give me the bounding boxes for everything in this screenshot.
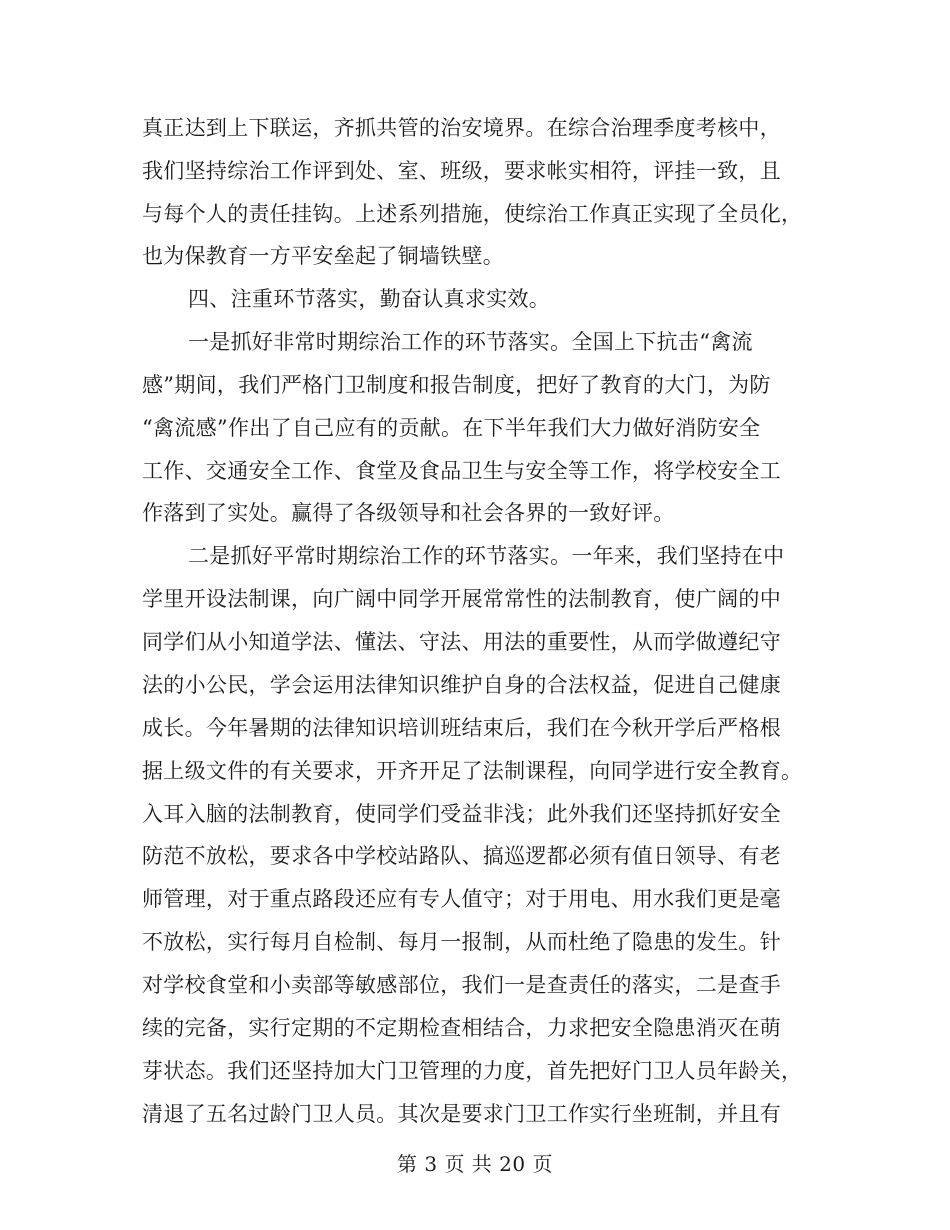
text-line: 成长。今年暑期的法律知识培训班结束后，我们在今秋开学后严格根 bbox=[142, 716, 781, 740]
text-line: 法的小公民，学会运用法律知识维护自身的合法权益，促进自己健康 bbox=[142, 673, 781, 697]
text-line: 师管理，对于重点路段还应有专人值守；对于用电、用水我们更是毫 bbox=[142, 887, 781, 911]
text-line: 二是抓好平常时期综治工作的环节落实。一年来，我们坚持在中 bbox=[188, 544, 785, 568]
text-line: 一是抓好非常时期综治工作的环节落实。全国上下抗击“禽流 bbox=[188, 330, 753, 354]
text-line: 对学校食堂和小卖部等敏感部位，我们一是查责任的落实，二是查手 bbox=[142, 973, 781, 997]
text-line: 我们坚持综治工作评到处、室、班级，要求帐实相符，评挂一致，且 bbox=[142, 159, 781, 183]
text-line: 感”期间，我们严格门卫制度和报告制度，把好了教育的大门，为防 bbox=[142, 373, 771, 397]
text-line: 也为保教育一方平安垒起了铜墙铁壁。 bbox=[142, 244, 505, 268]
text-line: 芽状态。我们还坚持加大门卫管理的力度，首先把好门卫人员年龄关， bbox=[142, 1059, 803, 1083]
page-number-footer: 第 3 页 共 20 页 bbox=[397, 1152, 553, 1176]
text-line: 防范不放松，要求各中学校站路队、搞巡逻都必须有值日领导、有老 bbox=[142, 844, 781, 868]
text-line: 不放松，实行每月自检制、每月一报制，从而杜绝了隐患的发生。针 bbox=[142, 930, 781, 954]
text-line: 真正达到上下联运，齐抓共管的治安境界。在综合治理季度考核中， bbox=[142, 116, 781, 140]
text-line: 作落到了实处。赢得了各级领导和社会各界的一致好评。 bbox=[142, 501, 675, 525]
text-line: 据上级文件的有关要求，开齐开足了法制课程，向同学进行安全教育。 bbox=[142, 759, 803, 783]
text-line: “禽流感”作出了自己应有的贡献。在下半年我们大力做好消防安全 bbox=[142, 416, 761, 440]
text-line: 与每个人的责任挂钩。上述系列措施，使综治工作真正实现了全员化， bbox=[142, 202, 803, 226]
section-heading: 四、注重环节落实，勤奋认真求实效。 bbox=[188, 287, 551, 311]
text-line: 入耳入脑的法制教育，使同学们受益非浅；此外我们还坚持抓好安全 bbox=[142, 802, 781, 826]
text-line: 同学们从小知道学法、懂法、守法、用法的重要性，从而学做遵纪守 bbox=[142, 630, 781, 654]
text-line: 续的完备，实行定期的不定期检查相结合，力求把安全隐患消灭在萌 bbox=[142, 1016, 781, 1040]
text-line: 清退了五名过龄门卫人员。其次是要求门卫工作实行坐班制，并且有 bbox=[142, 1102, 781, 1126]
text-line: 学里开设法制课，向广阔中同学开展常常性的法制教育，使广阔的中 bbox=[142, 587, 781, 611]
text-line: 工作、交通安全工作、食堂及食品卫生与安全等工作，将学校安全工 bbox=[142, 459, 781, 483]
